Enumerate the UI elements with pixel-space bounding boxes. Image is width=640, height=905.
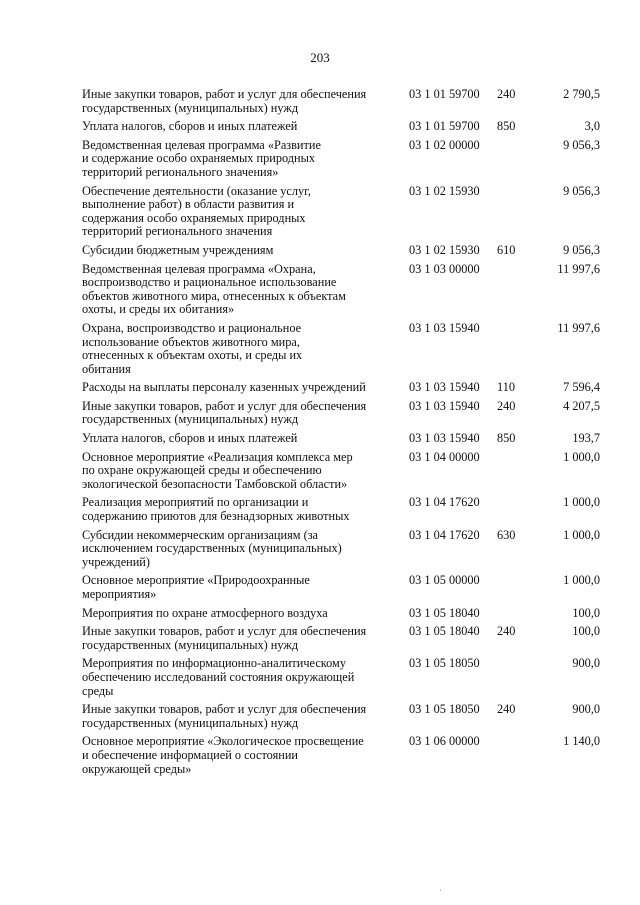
row-code: 03 1 03 15940 [409,380,480,395]
row-code: 03 1 03 15940 [409,431,480,446]
row-expense-type: 240 [497,702,516,717]
table-row [0,88,640,115]
row-expense-type: 110 [497,380,515,395]
row-amount: 1 000,0 [563,449,600,464]
row-amount: 9 056,3 [563,183,600,198]
row-code: 03 1 05 18040 [409,624,480,639]
row-name: Ведомственная целевая программа «Охрана, воспроизводство и рациональное использование объектов животного мира, отнесенных к объектам охоты, и среды их обитания» [82,261,346,317]
row-name: Мероприятия по информационно-аналитическому обеспечению исследований состояния окружающей среды [82,656,355,698]
row-expense-type: 630 [497,527,516,542]
table-row [0,400,640,427]
row-amount: 193,7 [572,431,600,446]
row-amount: 7 596,4 [563,380,600,395]
row-name: Основное мероприятие «Природоохранные мероприятия» [82,573,310,601]
row-name: Основное мероприятие «Экологическое просвещение и обеспечение информацией о состоянии окружающей среды» [82,734,364,776]
row-amount: 900,0 [572,656,600,671]
row-amount: 1 000,0 [563,495,600,510]
row-code: 03 1 01 59700 [409,119,480,134]
table-row [0,657,640,698]
page-number: 203 [310,50,330,65]
row-name: Ведомственная целевая программа «Развитие и содержание особо охраняемых природных территорий регионального значения» [82,137,321,179]
row-name: Уплата налогов, сборов и иных платежей [82,431,298,446]
row-amount: 3,0 [584,119,600,134]
row-name: Мероприятия по охране атмосферного воздуха [82,605,328,620]
row-code: 03 1 02 00000 [409,137,480,152]
row-code: 03 1 05 18050 [409,656,480,671]
row-name: Иные закупки товаров, работ и услуг для обеспечения государственных (муниципальных) нужд [82,702,367,730]
row-amount: 100,0 [572,624,600,639]
row-amount: 1 000,0 [563,573,600,588]
row-amount: 9 056,3 [563,242,600,257]
row-code: 03 1 02 15930 [409,183,480,198]
row-code: 03 1 02 15930 [409,242,480,257]
table-row [0,139,640,180]
row-amount: 11 997,6 [557,320,600,335]
row-name: Обеспечение деятельности (оказание услуг, выполнение работ) в области развития и содержания особо охраняемых природных территорий регионального значения [82,183,311,239]
row-amount: 4 207,5 [563,398,600,413]
row-code: 03 1 05 00000 [409,573,480,588]
row-code: 03 1 05 18050 [409,702,480,717]
row-code: 03 1 04 00000 [409,449,480,464]
table-row [0,185,640,239]
row-amount: 9 056,3 [563,137,600,152]
row-expense-type: 240 [497,87,516,101]
table-row [0,244,640,258]
row-amount: 11 997,6 [557,261,600,276]
row-expense-type: 240 [497,398,516,413]
row-code: 03 1 03 15940 [409,320,480,335]
row-code: 03 1 05 18040 [409,605,480,620]
row-expense-type: 850 [497,431,516,446]
row-code: 03 1 03 00000 [409,261,480,276]
row-name: Иные закупки товаров, работ и услуг для обеспечения государственных (муниципальных) нужд [82,87,367,115]
row-amount: 1 000,0 [563,527,600,542]
row-code: 03 1 04 17620 [409,495,480,510]
table-row [0,574,640,601]
table-row [0,451,640,492]
row-name: Реализация мероприятий по организации и содержанию приютов для безнадзорных животных [82,495,350,524]
row-code: 03 1 04 17620 [409,527,480,542]
table-row [0,735,640,776]
row-amount: 100,0 [572,605,600,620]
table-row [0,625,640,652]
row-name: Уплата налогов, сборов и иных платежей [82,119,298,134]
row-code: 03 1 06 00000 [409,734,480,749]
table-row [0,496,640,523]
row-code: 03 1 01 59700 [409,87,480,101]
row-code: 03 1 03 15940 [409,398,480,413]
row-expense-type: 850 [497,119,516,134]
budget-table [0,88,640,781]
table-row [0,120,640,134]
row-name: Субсидии некоммерческим организациям (за исключением государственных (муниципальных) учреждений) [82,527,342,569]
table-row [0,607,640,621]
table-row [0,263,640,317]
row-name: Расходы на выплаты персоналу казенных учреждений [82,380,366,395]
table-row [0,381,640,395]
row-name: Основное мероприятие «Реализация комплекса мер по охране окружающей среды и обеспечению экологической безопасности Тамбовской области» [82,449,353,491]
row-expense-type: 610 [497,242,516,257]
row-amount: 1 140,0 [563,734,600,749]
table-row [0,322,640,376]
row-name: Иные закупки товаров, работ и услуг для обеспечения государственных (муниципальных) нужд [82,624,367,652]
table-row [0,432,640,446]
row-name: Иные закупки товаров, работ и услуг для обеспечения государственных (муниципальных) нужд [82,398,367,427]
table-row [0,529,640,570]
row-name: Охрана, воспроизводство и рациональное использование объектов животного мира, отнесенных к объектам охоты, и среды их обитания [82,320,303,376]
row-amount: 900,0 [572,702,600,717]
scan-mark: ˙ [439,888,442,897]
row-amount: 2 790,5 [563,87,600,101]
table-row [0,703,640,730]
row-expense-type: 240 [497,624,516,639]
row-name: Субсидии бюджетным учреждениям [82,242,274,257]
